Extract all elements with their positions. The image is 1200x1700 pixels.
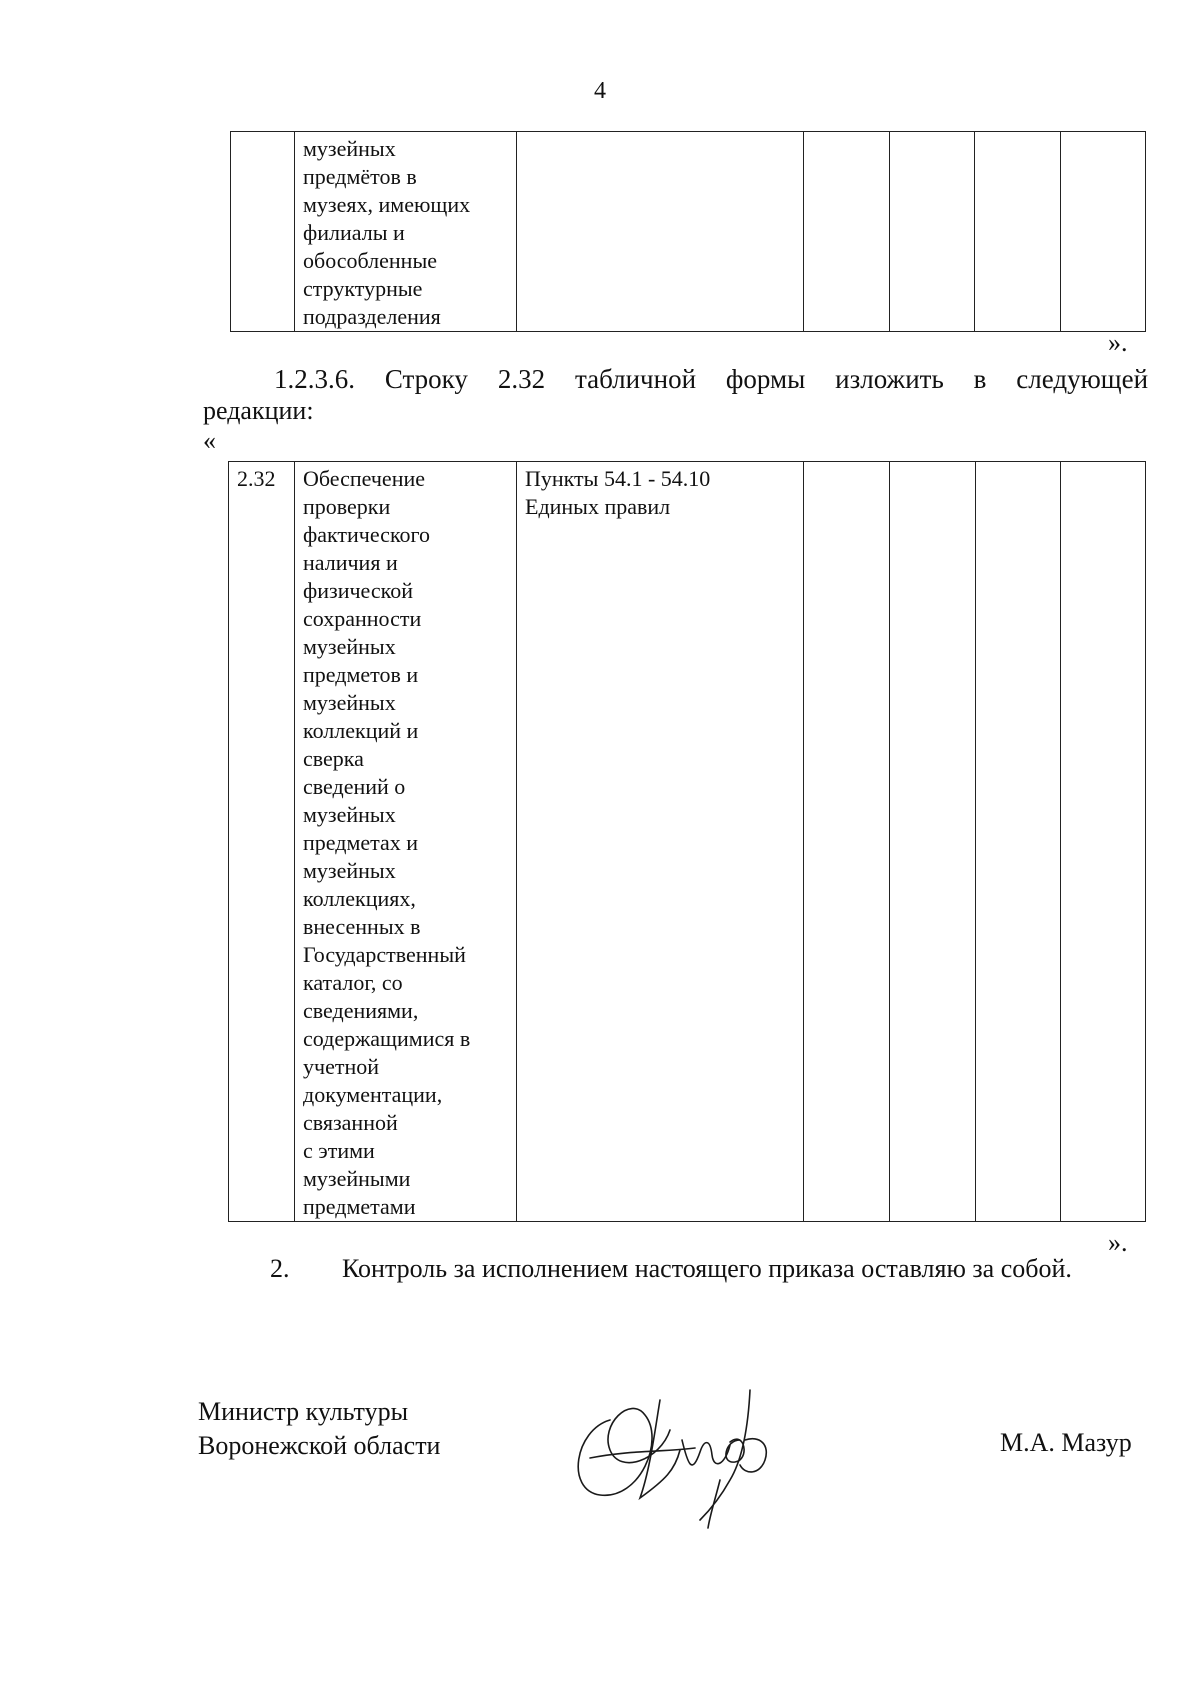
cell-line: документации, xyxy=(303,1082,443,1107)
table-row xyxy=(229,462,1146,1222)
cell-line: учетной xyxy=(303,1054,379,1079)
cell-basis xyxy=(517,462,804,1222)
cell-line: содержащимися в xyxy=(303,1026,471,1051)
cell-line: наличия и xyxy=(303,550,398,575)
cell-empty xyxy=(890,132,975,332)
cell-empty xyxy=(1061,462,1146,1222)
cell-line: внесенных в xyxy=(303,914,421,939)
cell-line: сведениями, xyxy=(303,998,419,1023)
page-number: 4 xyxy=(594,78,606,104)
cell-number: 2.32 xyxy=(229,462,295,1222)
cell-line: музейных xyxy=(303,634,396,659)
cell-line: музейных xyxy=(303,802,396,827)
cell-name xyxy=(295,132,517,332)
cell-line: сохранности xyxy=(303,606,422,631)
cell-line: связанной xyxy=(303,1110,398,1135)
clause-word: табличной xyxy=(574,364,697,394)
cell-line: Пункты 54.1 - 54.10 xyxy=(525,466,711,491)
cell-line: музеях, имеющих xyxy=(303,192,471,217)
clause-word: формы xyxy=(725,364,806,394)
basis-lines xyxy=(525,465,795,521)
clause-2-text: Контроль за исполнением настоящего приказа оставляю за собой. xyxy=(342,1254,1072,1283)
signatory-name: М.А. Мазур xyxy=(1000,1428,1132,1457)
cell-empty xyxy=(1061,132,1146,332)
name-lines xyxy=(303,135,508,331)
cell-line: предметов и xyxy=(303,662,419,687)
position-line: Воронежской области xyxy=(198,1431,441,1460)
cell-line: фактического xyxy=(303,522,430,547)
clause-1236-line2: редакции: xyxy=(203,396,314,425)
clause-2-number: 2. xyxy=(270,1254,290,1283)
clause-word: в xyxy=(973,364,987,394)
cell-line: предметами xyxy=(303,1194,416,1219)
cell-line: подразделения xyxy=(303,304,441,329)
cell-line: структурные xyxy=(303,276,423,301)
cell-line: сведений о xyxy=(303,774,406,799)
cell-line: каталог, со xyxy=(303,970,403,995)
position-line: Министр культуры xyxy=(198,1397,409,1426)
clause-number: 1.2.3.6. xyxy=(274,364,355,394)
opening-quote: « xyxy=(203,426,216,455)
table-continuation xyxy=(230,131,1146,332)
table-row xyxy=(231,132,1146,332)
cell-line: сверка xyxy=(303,746,364,771)
handwritten-signature xyxy=(570,1380,800,1530)
cell-line: с этими xyxy=(303,1138,375,1163)
clause-word: следующей xyxy=(1016,364,1149,394)
table-row-232 xyxy=(228,461,1146,1222)
name-lines xyxy=(303,465,508,1221)
cell-empty xyxy=(976,462,1061,1222)
cell-line: предмётов в xyxy=(303,164,417,189)
cell-line: музейных xyxy=(303,690,396,715)
cell-empty xyxy=(975,132,1061,332)
cell-line: предметах и xyxy=(303,830,419,855)
cell-name xyxy=(295,462,517,1222)
cell-line: Обеспечение xyxy=(303,466,425,491)
cell-line: музейных xyxy=(303,858,396,883)
clause-word: изложить xyxy=(835,364,944,394)
clause-word: Строку xyxy=(384,364,468,394)
closing-quote: ». xyxy=(1108,328,1128,357)
cell-line: филиалы и xyxy=(303,220,405,245)
cell-line: Единых правил xyxy=(525,494,671,519)
cell-line: музейными xyxy=(303,1166,411,1191)
cell-empty xyxy=(890,462,976,1222)
cell-basis xyxy=(517,132,804,332)
cell-line: Государственный xyxy=(303,942,466,967)
cell-line: физической xyxy=(303,578,413,603)
cell-line: обособленные xyxy=(303,248,437,273)
clause-1236-line1 xyxy=(203,364,1148,395)
cell-empty xyxy=(804,462,890,1222)
clause-word: 2.32 xyxy=(497,364,546,394)
cell-line: коллекций и xyxy=(303,718,419,743)
cell-line: проверки xyxy=(303,494,391,519)
signatory-position xyxy=(198,1395,440,1463)
cell-line: музейных xyxy=(303,136,396,161)
cell-empty xyxy=(804,132,890,332)
closing-quote: ». xyxy=(1108,1228,1128,1257)
cell-line: коллекциях, xyxy=(303,886,416,911)
cell-number xyxy=(231,132,295,332)
